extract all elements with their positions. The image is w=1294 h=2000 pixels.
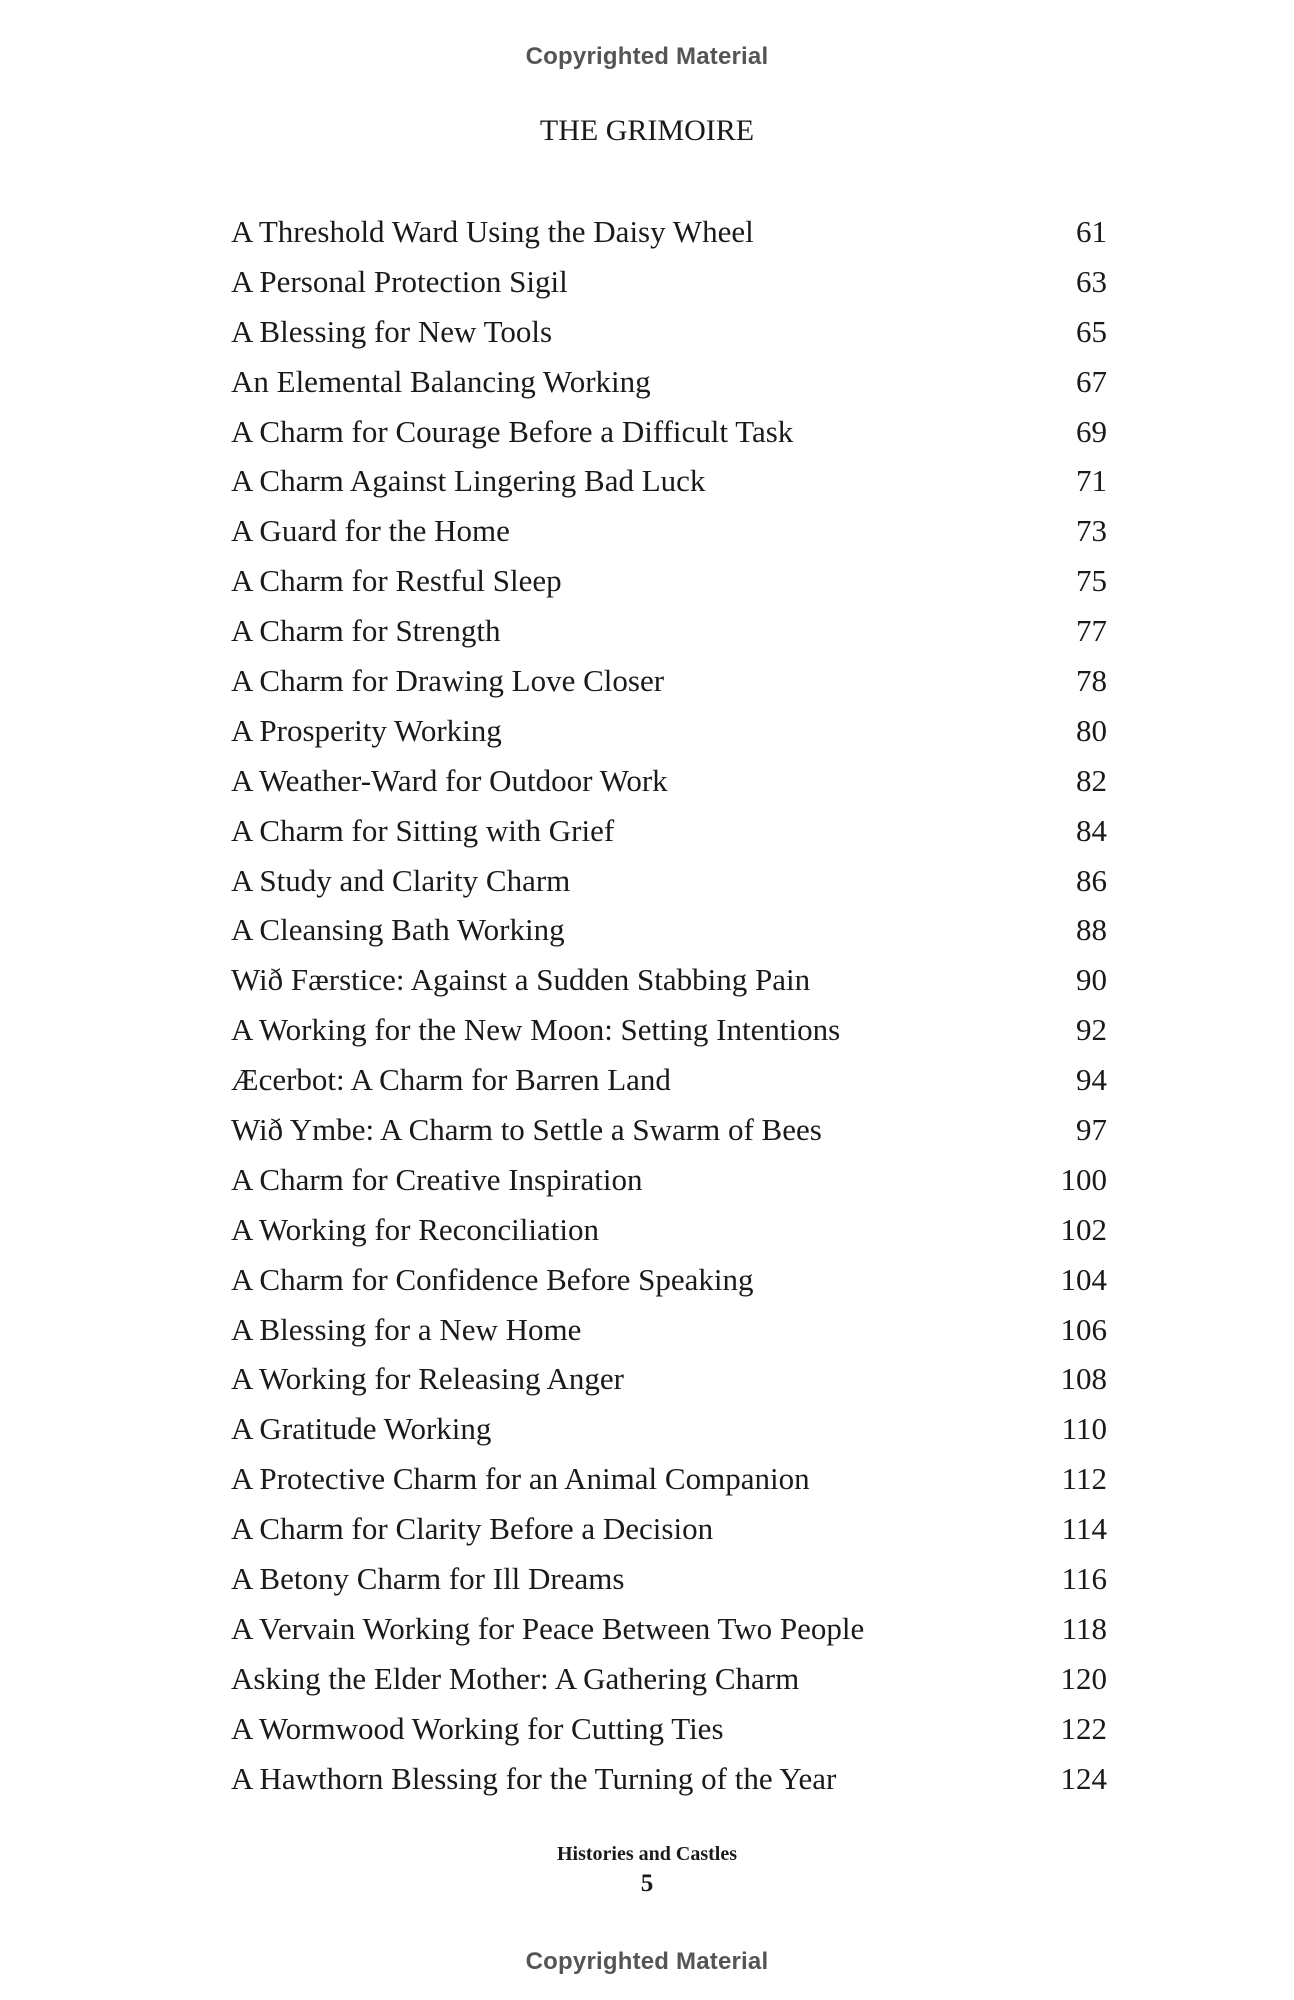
toc-entry-page: 120 — [1060, 1660, 1107, 1696]
page-number: 5 — [640, 1870, 654, 1897]
toc-entry-page: 80 — [1076, 712, 1107, 748]
toc-entry — [231, 1604, 1107, 1654]
toc-entry — [231, 856, 1107, 906]
toc-entry — [231, 456, 1107, 506]
toc-entry-page: 61 — [1076, 214, 1107, 249]
toc-entry-page: 116 — [1061, 1561, 1107, 1597]
toc-entry — [231, 656, 1107, 706]
toc-entry — [231, 1155, 1107, 1205]
toc-entry-title: A Weather-Ward for Outdoor Work — [231, 762, 668, 798]
toc-entry-page: 78 — [1076, 663, 1107, 699]
toc-entry-page: 118 — [1061, 1610, 1107, 1646]
toc-entry — [231, 357, 1107, 407]
toc-entry-title: Wið Ymbe: A Charm to Settle a Swarm of Bees — [231, 1112, 822, 1148]
toc-entry-title: A Charm for Sitting with Grief — [231, 812, 615, 848]
toc-entry-title: A Blessing for New Tools — [231, 313, 553, 349]
toc-entry-page: 77 — [1076, 613, 1107, 649]
toc-entry-page: 108 — [1060, 1361, 1107, 1397]
toc-entry — [231, 756, 1107, 806]
toc-entry-title: A Betony Charm for Ill Dreams — [231, 1561, 625, 1597]
toc-entry-title: A Blessing for a New Home — [231, 1311, 582, 1347]
toc-entry-title: A Study and Clarity Charm — [231, 862, 571, 898]
toc-entry-page: 110 — [1061, 1411, 1107, 1447]
toc-entry — [231, 307, 1107, 357]
toc-entry-page: 124 — [1060, 1760, 1107, 1796]
table-of-contents — [231, 207, 1107, 1804]
toc-entry-title: A Working for the New Moon: Setting Intentions — [231, 1012, 841, 1048]
toc-entry-title: A Hawthorn Blessing for the Turning of the Year — [231, 1760, 837, 1796]
toc-entry — [231, 1354, 1107, 1404]
toc-entry — [231, 207, 1107, 257]
toc-entry-page: 82 — [1076, 762, 1107, 798]
toc-entry — [231, 1005, 1107, 1055]
toc-entry — [231, 1255, 1107, 1305]
toc-entry — [231, 1754, 1107, 1804]
toc-entry-page: 92 — [1076, 1012, 1107, 1048]
toc-entry-title: A Working for Reconciliation — [231, 1211, 600, 1247]
toc-entry-title: A Vervain Working for Peace Between Two People — [231, 1610, 865, 1646]
toc-entry-page: 86 — [1076, 862, 1107, 898]
toc-entry-page: 84 — [1076, 812, 1107, 848]
toc-entry — [231, 606, 1107, 656]
toc-entry-title: A Charm for Drawing Love Closer — [231, 663, 665, 699]
toc-entry — [231, 706, 1107, 756]
toc-entry-page: 63 — [1076, 263, 1107, 299]
toc-entry-page: 100 — [1060, 1161, 1107, 1197]
toc-entry-title: A Guard for the Home — [231, 513, 510, 549]
toc-entry-page: 88 — [1076, 912, 1107, 948]
toc-entry-page: 106 — [1060, 1311, 1107, 1347]
toc-entry-page: 114 — [1061, 1511, 1107, 1547]
toc-entry — [231, 1055, 1107, 1105]
toc-entry-page: 69 — [1076, 413, 1107, 449]
toc-entry-title: An Elemental Balancing Working — [231, 363, 651, 399]
running-footer-title: Histories and Castles — [557, 1843, 737, 1865]
toc-entry-page: 90 — [1076, 962, 1107, 998]
toc-entry-page: 67 — [1076, 363, 1107, 399]
copyright-watermark-top: Copyrighted Material — [525, 43, 769, 70]
toc-entry-page: 102 — [1060, 1211, 1107, 1247]
toc-entry-page: 104 — [1060, 1261, 1107, 1297]
toc-entry — [231, 556, 1107, 606]
toc-entry-title: A Charm for Clarity Before a Decision — [231, 1511, 714, 1547]
toc-entry-title: A Charm for Strength — [231, 613, 501, 649]
toc-entry — [231, 905, 1107, 955]
toc-entry-title: A Cleansing Bath Working — [231, 912, 565, 948]
toc-entry — [231, 1504, 1107, 1554]
toc-entry — [231, 1404, 1107, 1454]
toc-entry-title: A Charm for Creative Inspiration — [231, 1161, 643, 1197]
toc-entry — [231, 257, 1107, 307]
toc-entry-title: A Working for Releasing Anger — [231, 1361, 624, 1397]
toc-entry-title: A Prosperity Working — [231, 712, 502, 748]
toc-entry — [231, 407, 1107, 457]
toc-entry — [231, 1305, 1107, 1355]
toc-entry-page: 122 — [1060, 1710, 1107, 1746]
toc-entry — [231, 1105, 1107, 1155]
toc-entry — [231, 1205, 1107, 1255]
toc-entry-title: A Wormwood Working for Cutting Ties — [231, 1710, 724, 1746]
toc-entry-title: Æcerbot: A Charm for Barren Land — [231, 1062, 671, 1098]
toc-entry — [231, 955, 1107, 1005]
toc-entry — [231, 506, 1107, 556]
toc-entry-page: 65 — [1076, 313, 1107, 349]
toc-entry-page: 71 — [1076, 463, 1107, 499]
toc-entry — [231, 1704, 1107, 1754]
toc-entry-title: A Charm for Courage Before a Difficult Task — [231, 413, 794, 449]
toc-entry-page: 94 — [1076, 1062, 1107, 1098]
toc-entry-title: A Charm Against Lingering Bad Luck — [231, 463, 706, 499]
section-title: THE GRIMOIRE — [539, 114, 755, 147]
toc-entry-title: A Threshold Ward Using the Daisy Wheel — [231, 214, 754, 249]
toc-entry-title: A Charm for Restful Sleep — [231, 563, 562, 599]
toc-entry — [231, 1554, 1107, 1604]
toc-entry-title: A Personal Protection Sigil — [231, 263, 568, 299]
toc-entry-page: 112 — [1061, 1461, 1107, 1497]
toc-entry-title: Wið Færstice: Against a Sudden Stabbing Pain — [231, 962, 811, 998]
toc-entry-title: A Charm for Confidence Before Speaking — [231, 1261, 754, 1297]
toc-entry-page: 73 — [1076, 513, 1107, 549]
toc-entry-title: Asking the Elder Mother: A Gathering Charm — [231, 1660, 800, 1696]
toc-entry — [231, 1454, 1107, 1504]
toc-entry-title: A Protective Charm for an Animal Companion — [231, 1461, 810, 1497]
toc-entry — [231, 1654, 1107, 1704]
toc-entry-title: A Gratitude Working — [231, 1411, 492, 1447]
toc-entry-page: 75 — [1076, 563, 1107, 599]
copyright-watermark-bottom: Copyrighted Material — [525, 1948, 769, 1975]
toc-entry — [231, 806, 1107, 856]
toc-entry-page: 97 — [1076, 1112, 1107, 1148]
